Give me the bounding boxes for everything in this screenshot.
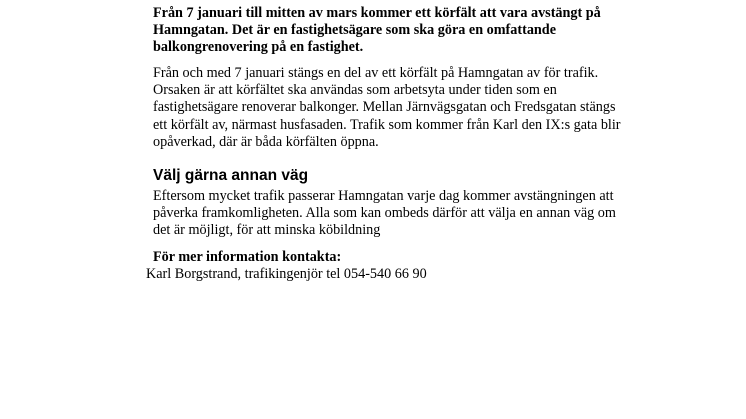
article — [146, 5, 623, 283]
contact-label: För mer information kontakta: — [153, 248, 342, 265]
article-lead: Från 7 januari till mitten av mars kommer ett körfält att vara avstängt på Hamngatan. Det är en fastighetsägare som ska göra en omfattande balkongrenovering på en fastighet. — [153, 5, 601, 55]
contact-block — [146, 248, 623, 283]
section-paragraph: Eftersom mycket trafik passerar Hamngatan varje dag kommer avstängningen att påverka framkomligheten. Alla som kan ombeds därför att välja en annan väg om det är möjligt, för att minska köbildning — [153, 188, 616, 239]
article-body-paragraph: Från och med 7 januari stängs en del av ett körfält på Hamngatan av för trafik. Orsaken är att körfältet ska användas som arbetsyta under tiden som en fastighetsägare renoverar balkonger. Mellan Järnvägsgatan och Fredsgatan stängs ett körfält av, närmast husfasaden. Trafik som kommer från Karl den IX:s gata blir opåverkad, där är båda körfälten öppna. — [153, 65, 621, 150]
section-heading: Välj gärna annan väg — [153, 167, 309, 185]
contact-details: Karl Borgstrand, trafikingenjör tel 054-540 66 90 — [146, 265, 427, 282]
